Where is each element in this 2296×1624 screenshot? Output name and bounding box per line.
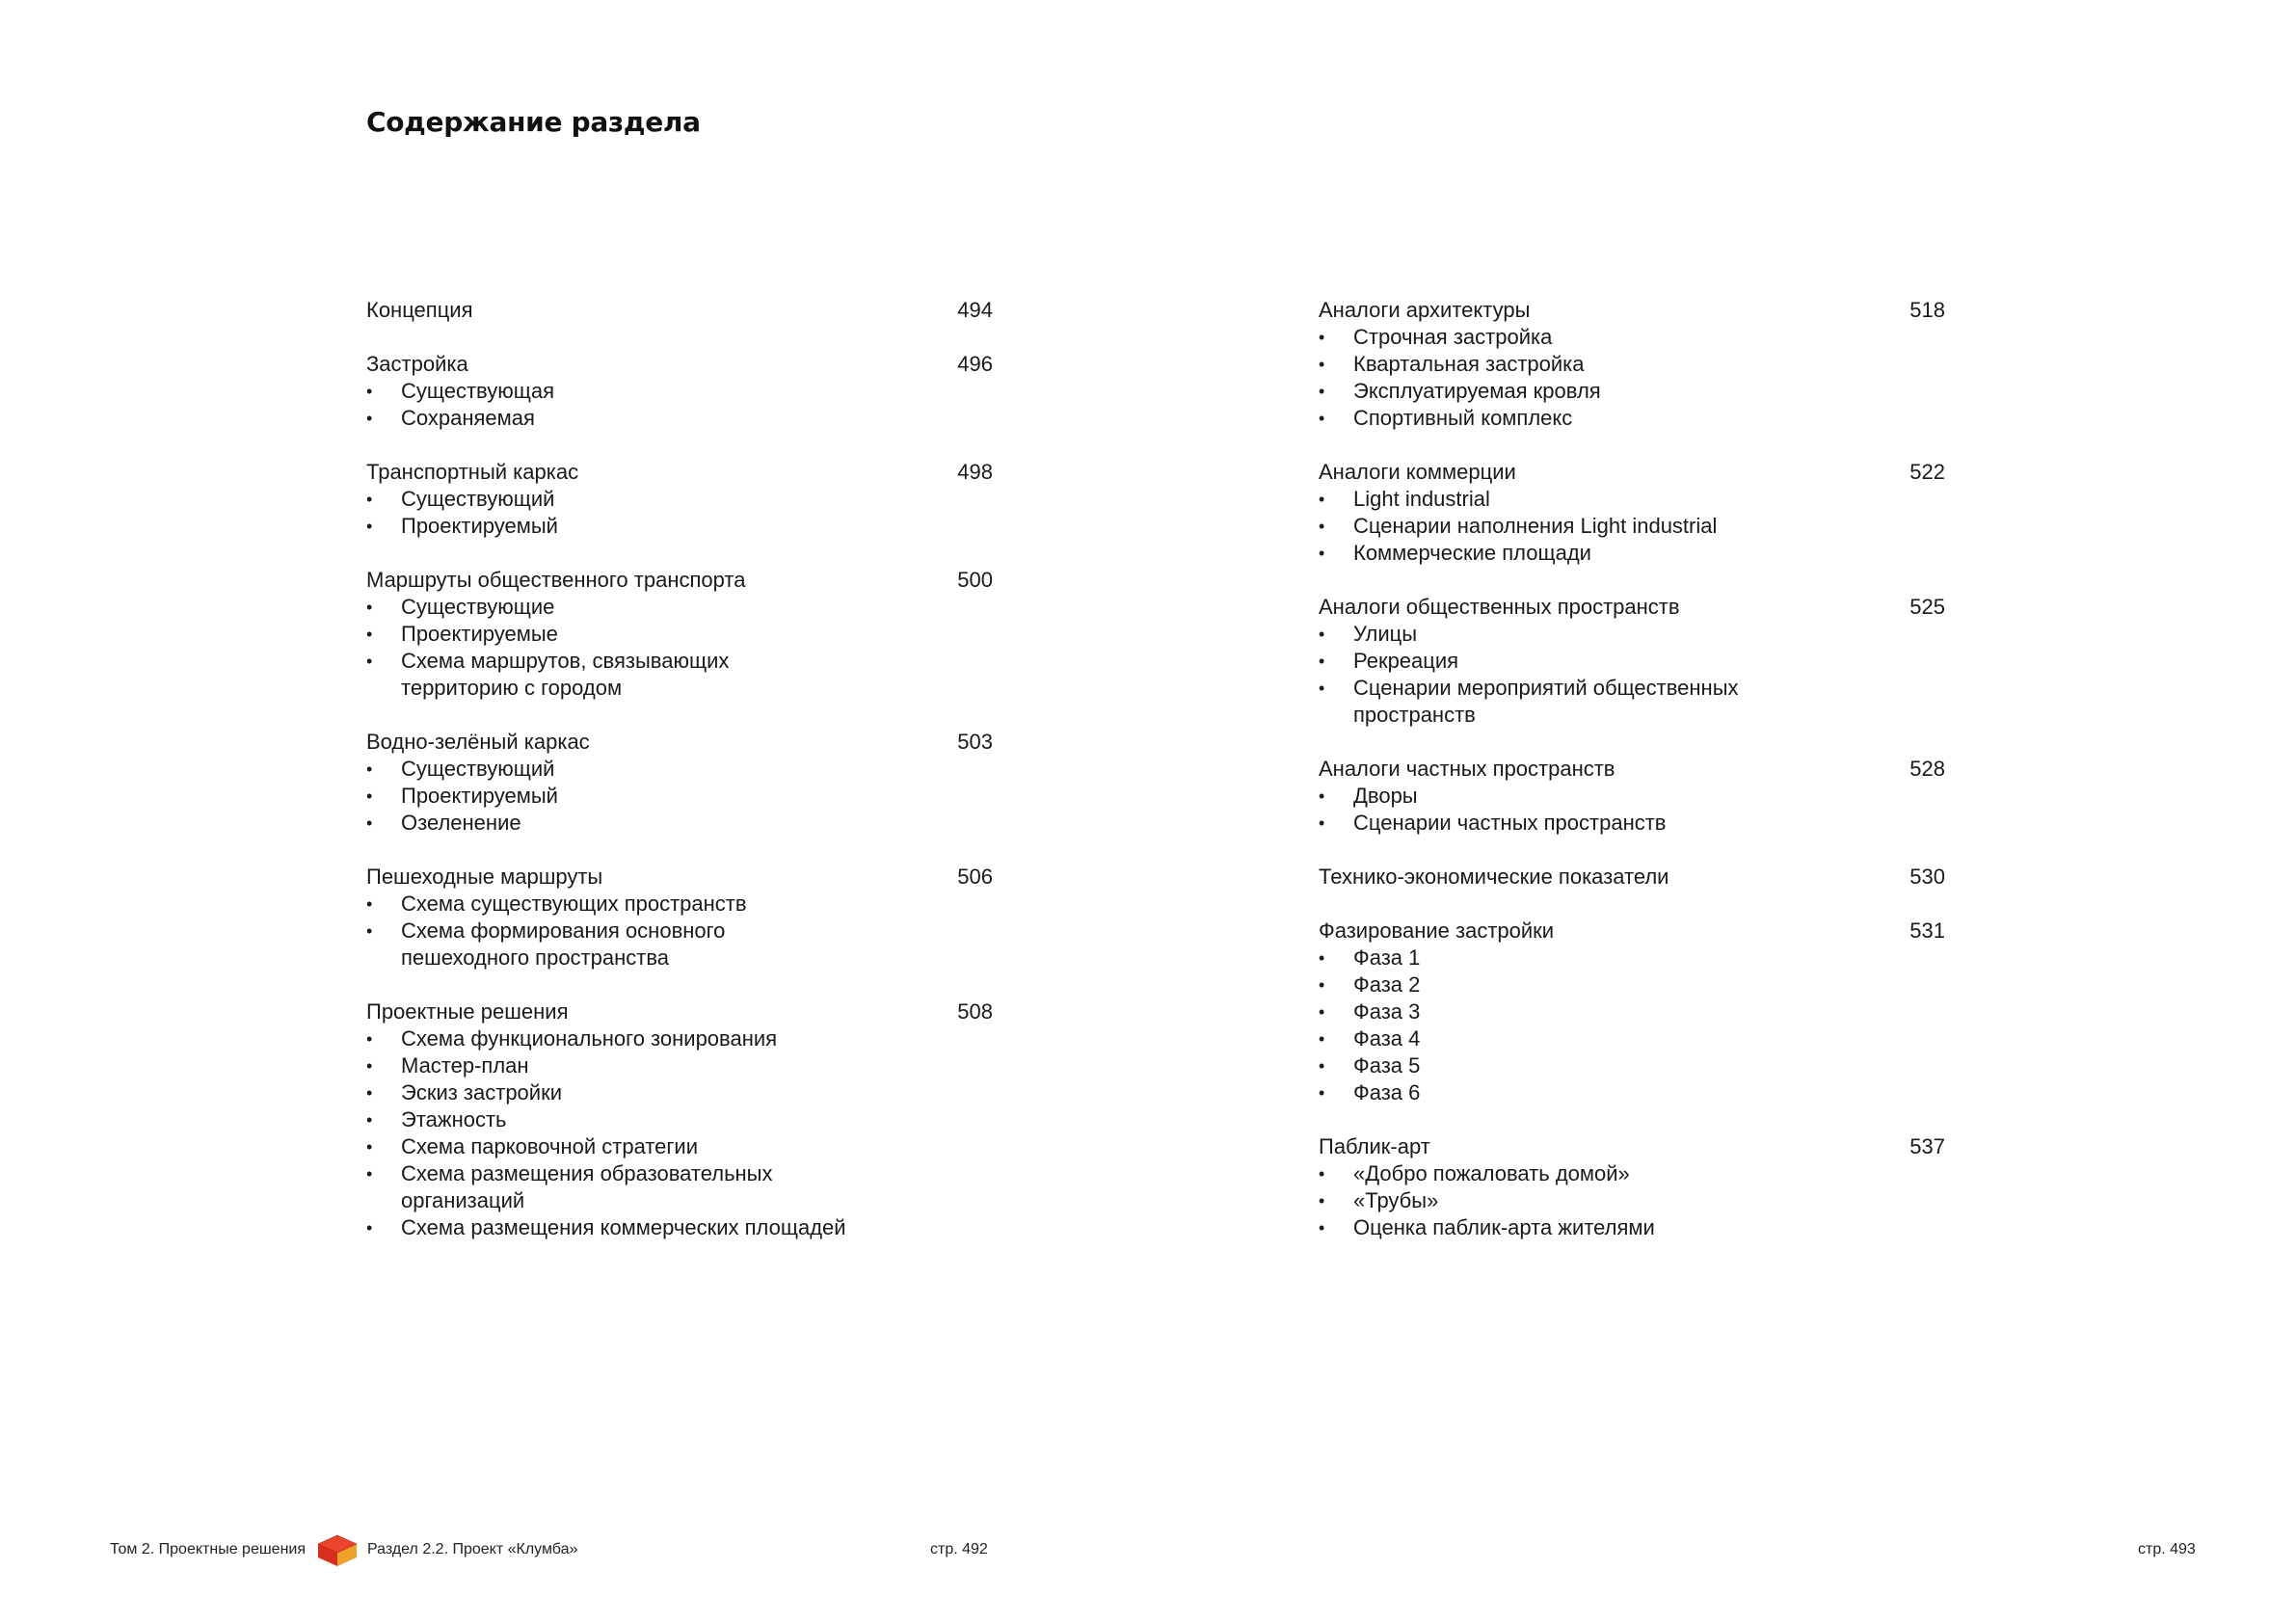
- toc-subitems: [1319, 621, 1945, 729]
- toc-subitem[interactable]: [366, 810, 993, 837]
- toc-subitem-label: Существующий: [401, 757, 555, 781]
- toc-subitem[interactable]: [366, 648, 993, 702]
- bullet-icon: •: [366, 894, 373, 914]
- toc-subitem-label: Фаза 5: [1353, 1053, 1421, 1078]
- toc-section-heading[interactable]: [1319, 297, 1945, 324]
- bullet-icon: •: [366, 409, 373, 428]
- bullet-icon: •: [1319, 1191, 1325, 1211]
- toc-subitem-label: Схема формирования основного пешеходного пространства: [401, 918, 726, 970]
- toc-subitem[interactable]: [1319, 540, 1945, 567]
- toc-column-right: [1319, 297, 1945, 1268]
- toc-subitem-label: Фаза 2: [1353, 972, 1421, 997]
- toc-subitem-label: Озеленение: [401, 811, 521, 835]
- bullet-icon: •: [1319, 625, 1325, 644]
- toc-section-heading[interactable]: [366, 297, 993, 324]
- bullet-icon: •: [1319, 355, 1325, 374]
- toc-subitem[interactable]: [1319, 783, 1945, 810]
- bullet-icon: •: [1319, 1164, 1325, 1184]
- toc-section: [366, 998, 993, 1241]
- toc-section: [1319, 756, 1945, 837]
- bullet-icon: •: [366, 1083, 373, 1103]
- toc-subitem[interactable]: [1319, 810, 1945, 837]
- toc-section: [1319, 864, 1945, 891]
- toc-subitem[interactable]: [1319, 1025, 1945, 1052]
- toc-subitems: [1319, 945, 1945, 1106]
- toc-section-title: Проектные решения: [366, 999, 569, 1024]
- toc-section: [1319, 918, 1945, 1106]
- toc-page-number: 525: [1909, 595, 1945, 619]
- bullet-icon: •: [1319, 948, 1325, 968]
- toc-page-number: 498: [957, 460, 993, 484]
- toc-subitem-label: Существующие: [401, 595, 555, 619]
- bullet-icon: •: [366, 490, 373, 509]
- bullet-icon: •: [366, 1110, 373, 1130]
- toc-subitem-label: Фаза 1: [1353, 945, 1421, 970]
- toc-page-number: 496: [957, 352, 993, 376]
- toc-subitems: [366, 594, 993, 702]
- bullet-icon: •: [1319, 679, 1325, 698]
- toc-subitems: [366, 891, 993, 972]
- toc-subitem[interactable]: [366, 378, 993, 405]
- toc-subitem[interactable]: [1319, 1160, 1945, 1187]
- toc-page-number: 537: [1909, 1134, 1945, 1158]
- bullet-icon: •: [366, 382, 373, 401]
- bullet-icon: •: [366, 652, 373, 671]
- toc-subitem-label: Эскиз застройки: [401, 1080, 562, 1105]
- toc-subitem[interactable]: [1319, 945, 1945, 972]
- toc-subitems: [366, 378, 993, 432]
- bullet-icon: •: [1319, 544, 1325, 563]
- toc-section-title: Аналоги частных пространств: [1319, 757, 1615, 781]
- toc-subitem[interactable]: [1319, 324, 1945, 351]
- toc-subitem[interactable]: [1319, 621, 1945, 648]
- toc-column-left: [366, 297, 993, 1268]
- toc-subitem-label: Эксплуатируемая кровля: [1353, 379, 1601, 403]
- toc-section-title: Аналоги архитектуры: [1319, 298, 1531, 322]
- toc-page-number: 508: [957, 999, 993, 1024]
- toc-section-title: Водно-зелёный каркас: [366, 730, 590, 754]
- toc-section-title: Концепция: [366, 298, 473, 322]
- toc-subitem[interactable]: [1319, 513, 1945, 540]
- footer-section: Раздел 2.2. Проект «Клумба»: [367, 1541, 578, 1557]
- bullet-icon: •: [366, 921, 373, 941]
- toc-page-number: 506: [957, 865, 993, 889]
- bullet-icon: •: [1319, 1083, 1325, 1103]
- toc-subitem[interactable]: [1319, 486, 1945, 513]
- toc-section: [1319, 594, 1945, 729]
- toc-section-heading[interactable]: [366, 729, 993, 756]
- toc-subitem-label: Оценка паблик-арта жителями: [1353, 1215, 1655, 1239]
- bullet-icon: •: [1319, 652, 1325, 671]
- bullet-icon: •: [1319, 1056, 1325, 1076]
- toc-section-title: Аналоги коммерции: [1319, 460, 1516, 484]
- toc-subitem-label: «Добро пожаловать домой»: [1353, 1161, 1630, 1185]
- toc-subitems: [1319, 783, 1945, 837]
- toc-page-number: 531: [1909, 918, 1945, 943]
- toc-subitem-label: Схема существующих пространств: [401, 892, 747, 916]
- toc-section: [366, 297, 993, 324]
- toc-subitem-label: Мастер-план: [401, 1053, 529, 1078]
- toc-section: [1319, 297, 1945, 432]
- toc-subitem[interactable]: [366, 756, 993, 783]
- toc-section-heading[interactable]: [1319, 459, 1945, 486]
- footer-page-right: стр. 493: [2138, 1541, 2196, 1557]
- toc-subitem[interactable]: [1319, 351, 1945, 378]
- bullet-icon: •: [1319, 517, 1325, 536]
- footer-volume: Том 2. Проектные решения: [110, 1541, 307, 1557]
- bullet-icon: •: [1319, 813, 1325, 833]
- toc-subitem-label: Схема функционального зонирования: [401, 1026, 778, 1051]
- toc-subitem-label: Фаза 4: [1353, 1026, 1421, 1051]
- toc-subitem[interactable]: [366, 1079, 993, 1106]
- toc-subitem-label: Существующая: [401, 379, 555, 403]
- toc-subitem[interactable]: [366, 1052, 993, 1079]
- toc-subitem-label: Проектируемый: [401, 514, 558, 538]
- toc-subitem-label: Схема размещения образовательных организаций: [401, 1161, 773, 1212]
- toc-page-number: 518: [1909, 298, 1945, 322]
- toc-subitem[interactable]: [1319, 1214, 1945, 1241]
- toc-page-number: 503: [957, 730, 993, 754]
- toc-subitem-label: Сохраняемая: [401, 406, 535, 430]
- bullet-icon: •: [366, 1056, 373, 1076]
- bullet-icon: •: [366, 1218, 373, 1238]
- toc-section: [366, 729, 993, 837]
- bullet-icon: •: [1319, 409, 1325, 428]
- toc-page-number: 528: [1909, 757, 1945, 781]
- toc-page-number: 530: [1909, 865, 1945, 889]
- toc-subitem-label: Сценарии частных пространств: [1353, 811, 1667, 835]
- toc-subitem[interactable]: [366, 1025, 993, 1052]
- toc-section-heading[interactable]: [1319, 756, 1945, 783]
- bullet-icon: •: [366, 759, 373, 779]
- toc-section: [366, 567, 993, 702]
- toc-subitem[interactable]: [366, 513, 993, 540]
- toc-subitem[interactable]: [366, 1106, 993, 1133]
- toc-section-title: Аналоги общественных пространств: [1319, 595, 1680, 619]
- toc-section-heading[interactable]: [366, 567, 993, 594]
- toc-section: [1319, 1133, 1945, 1241]
- toc-section: [1319, 459, 1945, 567]
- toc-section-heading[interactable]: [366, 351, 993, 378]
- toc-subitem-label: Рекреация: [1353, 649, 1459, 673]
- bullet-icon: •: [1319, 328, 1325, 347]
- bullet-icon: •: [1319, 490, 1325, 509]
- toc-subitem-label: Улицы: [1353, 622, 1418, 646]
- toc-subitem[interactable]: [1319, 675, 1945, 729]
- toc-subitem-label: Light industrial: [1353, 487, 1490, 511]
- bullet-icon: •: [1319, 975, 1325, 995]
- toc-subitem[interactable]: [366, 405, 993, 432]
- toc-section-title: Технико-экономические показатели: [1319, 865, 1669, 889]
- toc-section-heading[interactable]: [366, 864, 993, 891]
- bullet-icon: •: [1319, 1029, 1325, 1049]
- toc-subitem-label: Существующий: [401, 487, 555, 511]
- toc-section-heading[interactable]: [366, 459, 993, 486]
- toc-subitem-label: Фаза 6: [1353, 1080, 1421, 1105]
- toc-section-title: Транспортный каркас: [366, 460, 579, 484]
- toc-subitems: [366, 1025, 993, 1241]
- toc-page-number: 500: [957, 568, 993, 592]
- toc-subitem[interactable]: [366, 783, 993, 810]
- bullet-icon: •: [1319, 382, 1325, 401]
- toc-page-number: 494: [957, 298, 993, 322]
- toc-section-heading[interactable]: [1319, 864, 1945, 891]
- toc-subitem[interactable]: [1319, 998, 1945, 1025]
- toc-subitems: [1319, 486, 1945, 567]
- toc-subitem[interactable]: [366, 621, 993, 648]
- toc-section-title: Паблик-арт: [1319, 1134, 1430, 1158]
- toc-subitem-label: Спортивный комплекс: [1353, 406, 1573, 430]
- toc-subitem-label: «Трубы»: [1353, 1188, 1439, 1212]
- toc-section: [366, 351, 993, 432]
- bullet-icon: •: [366, 1137, 373, 1157]
- toc-section: [366, 459, 993, 540]
- toc-section-title: Пешеходные маршруты: [366, 865, 603, 889]
- toc-subitem[interactable]: [366, 1214, 993, 1241]
- bullet-icon: •: [366, 517, 373, 536]
- toc-subitem[interactable]: [1319, 1187, 1945, 1214]
- toc-section-heading[interactable]: [1319, 1133, 1945, 1160]
- footer-page-left: стр. 492: [930, 1541, 988, 1557]
- toc-subitem-label: Фаза 3: [1353, 999, 1421, 1024]
- toc-subitem[interactable]: [1319, 1079, 1945, 1106]
- toc-subitem[interactable]: [1319, 378, 1945, 405]
- bullet-icon: •: [366, 1029, 373, 1049]
- toc-subitem-label: Сценарии наполнения Light industrial: [1353, 514, 1718, 538]
- toc-subitem[interactable]: [1319, 405, 1945, 432]
- toc-subitem[interactable]: [366, 594, 993, 621]
- toc-subitem-label: Коммерческие площади: [1353, 541, 1591, 565]
- toc-subitem-label: Схема маршрутов, связывающих территорию с городом: [401, 649, 730, 700]
- toc-subitem[interactable]: [1319, 648, 1945, 675]
- bullet-icon: •: [366, 1164, 373, 1184]
- toc-section-heading[interactable]: [1319, 594, 1945, 621]
- toc-subitem[interactable]: [366, 1133, 993, 1160]
- toc-subitem-label: Схема парковочной стратегии: [401, 1134, 699, 1158]
- toc-subitem[interactable]: [1319, 1052, 1945, 1079]
- bullet-icon: •: [1319, 1218, 1325, 1238]
- toc-subitems: [366, 756, 993, 837]
- toc-subitem-label: Квартальная застройка: [1353, 352, 1585, 376]
- toc-section-title: Маршруты общественного транспорта: [366, 568, 746, 592]
- toc-section-title: Застройка: [366, 352, 468, 376]
- bullet-icon: •: [366, 598, 373, 617]
- toc-subitem-label: Проектируемый: [401, 784, 558, 808]
- page-title: Содержание раздела: [366, 106, 701, 138]
- toc-subitem-label: Этажность: [401, 1107, 507, 1131]
- toc-subitem-label: Схема размещения коммерческих площадей: [401, 1215, 846, 1239]
- toc-subitem-label: Проектируемые: [401, 622, 558, 646]
- toc-subitem[interactable]: [366, 918, 993, 972]
- bullet-icon: •: [1319, 1002, 1325, 1022]
- toc-subitem-label: Строчная застройка: [1353, 325, 1553, 349]
- bullet-icon: •: [366, 625, 373, 644]
- toc-page-number: 522: [1909, 460, 1945, 484]
- toc-subitem-label: Дворы: [1353, 784, 1418, 808]
- toc-subitems: [1319, 324, 1945, 432]
- toc-subitem[interactable]: [1319, 972, 1945, 998]
- toc-subitem[interactable]: [366, 486, 993, 513]
- toc-subitem-label: Сценарии мероприятий общественных пространств: [1353, 676, 1739, 727]
- toc-section-heading[interactable]: [366, 998, 993, 1025]
- bullet-icon: •: [366, 813, 373, 833]
- toc-section-title: Фазирование застройки: [1319, 918, 1555, 943]
- bullet-icon: •: [1319, 786, 1325, 806]
- toc-subitems: [1319, 1160, 1945, 1241]
- bullet-icon: •: [366, 786, 373, 806]
- toc-section-heading[interactable]: [1319, 918, 1945, 945]
- toc-subitem[interactable]: [366, 891, 993, 918]
- toc-subitems: [366, 486, 993, 540]
- toc-subitem[interactable]: [366, 1160, 993, 1214]
- toc-section: [366, 864, 993, 972]
- red-cube-logo-icon: [316, 1533, 359, 1568]
